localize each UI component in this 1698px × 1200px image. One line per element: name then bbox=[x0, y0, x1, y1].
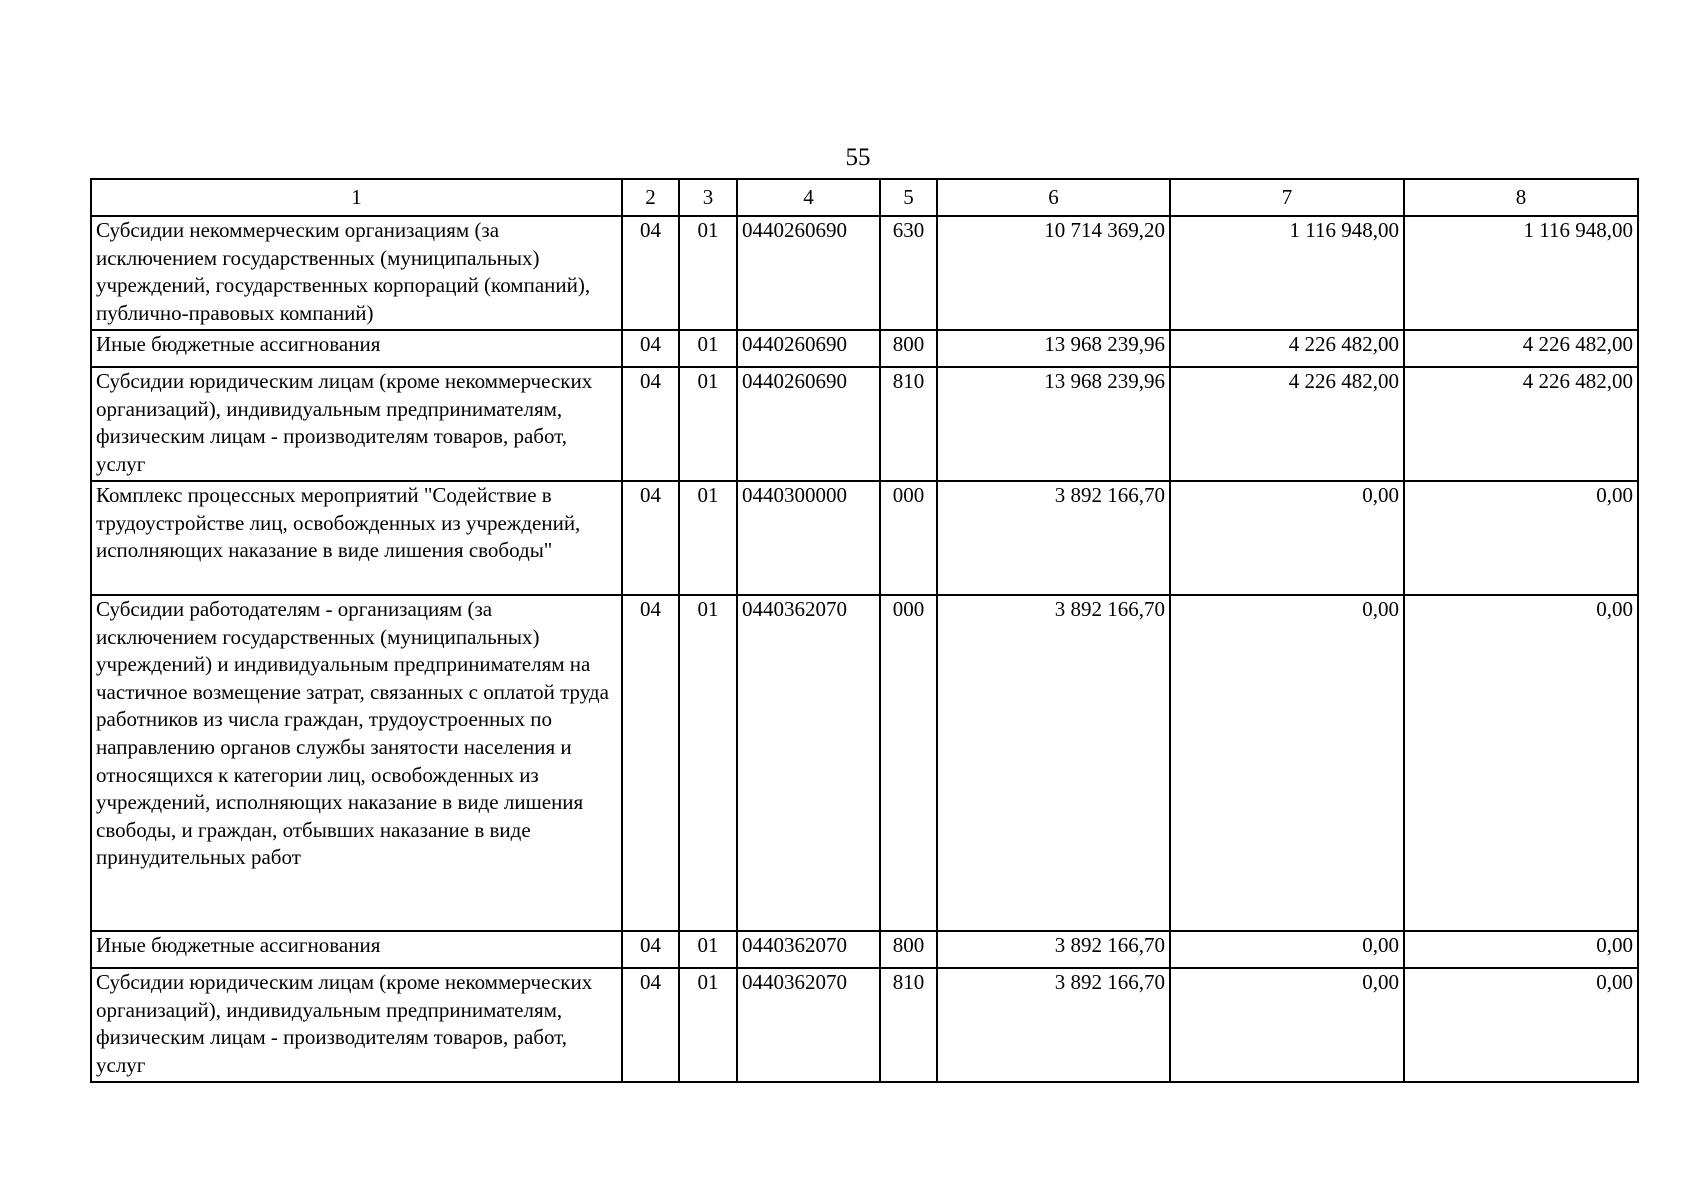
row-name: Субсидии некоммерческим организациям (за исключением государственных (муниципальных) учреждений, государственных корпораций (компаний), публично-правовых компаний) bbox=[91, 216, 622, 330]
row-subsection: 01 bbox=[679, 968, 737, 1082]
row-expense-type: 800 bbox=[880, 931, 937, 968]
row-expense-type: 630 bbox=[880, 216, 937, 330]
row-amount-8: 4 226 482,00 bbox=[1404, 330, 1638, 367]
table-row bbox=[91, 481, 1638, 595]
row-section: 04 bbox=[622, 330, 679, 367]
row-subsection: 01 bbox=[679, 330, 737, 367]
header-row bbox=[91, 179, 1638, 216]
row-target-article: 0440300000 bbox=[737, 481, 880, 595]
row-subsection: 01 bbox=[679, 595, 737, 931]
row-amount-7: 0,00 bbox=[1170, 481, 1404, 595]
row-name: Субсидии юридическим лицам (кроме некоммерческих организаций), индивидуальным предпринимателям, физическим лицам - производителям товаров, работ, услуг bbox=[91, 968, 622, 1082]
table-row bbox=[91, 216, 1638, 330]
row-section: 04 bbox=[622, 968, 679, 1082]
row-amount-6: 10 714 369,20 bbox=[937, 216, 1170, 330]
row-amount-8: 0,00 bbox=[1404, 968, 1638, 1082]
table-row bbox=[91, 931, 1638, 968]
row-amount-7: 0,00 bbox=[1170, 595, 1404, 931]
row-section: 04 bbox=[622, 931, 679, 968]
row-expense-type: 810 bbox=[880, 367, 937, 481]
row-name: Комплекс процессных мероприятий "Содействие в трудоустройстве лиц, освобожденных из учреждений, исполняющих наказание в виде лишения свободы" bbox=[91, 481, 622, 595]
row-amount-6: 13 968 239,96 bbox=[937, 330, 1170, 367]
row-amount-7: 0,00 bbox=[1170, 931, 1404, 968]
row-name: Субсидии юридическим лицам (кроме некоммерческих организаций), индивидуальным предпринимателям, физическим лицам - производителям товаров, работ, услуг bbox=[91, 367, 622, 481]
row-target-article: 0440362070 bbox=[737, 968, 880, 1082]
row-amount-8: 1 116 948,00 bbox=[1404, 216, 1638, 330]
row-section: 04 bbox=[622, 367, 679, 481]
row-expense-type: 000 bbox=[880, 595, 937, 931]
row-amount-6: 3 892 166,70 bbox=[937, 968, 1170, 1082]
header-col-5: 5 bbox=[880, 179, 937, 216]
row-amount-6: 3 892 166,70 bbox=[937, 481, 1170, 595]
row-section: 04 bbox=[622, 216, 679, 330]
row-target-article: 0440362070 bbox=[737, 931, 880, 968]
row-subsection: 01 bbox=[679, 931, 737, 968]
table-row bbox=[91, 367, 1638, 481]
row-target-article: 0440260690 bbox=[737, 330, 880, 367]
row-name: Иные бюджетные ассигнования bbox=[91, 330, 622, 367]
header-col-4: 4 bbox=[737, 179, 880, 216]
row-amount-8: 4 226 482,00 bbox=[1404, 367, 1638, 481]
header-col-1: 1 bbox=[91, 179, 622, 216]
row-name: Иные бюджетные ассигнования bbox=[91, 931, 622, 968]
page-number: 55 bbox=[845, 144, 871, 171]
row-amount-7: 4 226 482,00 bbox=[1170, 367, 1404, 481]
header-col-7: 7 bbox=[1170, 179, 1404, 216]
row-amount-6: 3 892 166,70 bbox=[937, 931, 1170, 968]
row-amount-7: 1 116 948,00 bbox=[1170, 216, 1404, 330]
row-amount-8: 0,00 bbox=[1404, 481, 1638, 595]
row-target-article: 0440260690 bbox=[737, 367, 880, 481]
row-amount-8: 0,00 bbox=[1404, 595, 1638, 931]
header-col-8: 8 bbox=[1404, 179, 1638, 216]
row-target-article: 0440260690 bbox=[737, 216, 880, 330]
row-expense-type: 800 bbox=[880, 330, 937, 367]
row-section: 04 bbox=[622, 595, 679, 931]
row-amount-7: 4 226 482,00 bbox=[1170, 330, 1404, 367]
row-amount-6: 13 968 239,96 bbox=[937, 367, 1170, 481]
row-expense-type: 810 bbox=[880, 968, 937, 1082]
table-row bbox=[91, 595, 1638, 931]
header-col-3: 3 bbox=[679, 179, 737, 216]
row-subsection: 01 bbox=[679, 216, 737, 330]
header-col-6: 6 bbox=[937, 179, 1170, 216]
row-section: 04 bbox=[622, 481, 679, 595]
row-amount-6: 3 892 166,70 bbox=[937, 595, 1170, 931]
row-subsection: 01 bbox=[679, 481, 737, 595]
row-amount-8: 0,00 bbox=[1404, 931, 1638, 968]
row-name: Субсидии работодателям - организациям (за исключением государственных (муниципальных) учреждений) и индивидуальным предпринимателям на частичное возмещение затрат, связанных с оплатой труда работников из числа граждан, трудоустроенных по направлению органов службы занятости населения и относящихся к категории лиц, освобожденных из учреждений, исполняющих наказание в виде лишения свободы, и граждан, отбывших наказание в виде принудительных работ bbox=[91, 595, 622, 931]
budget-table bbox=[90, 178, 1639, 1083]
row-target-article: 0440362070 bbox=[737, 595, 880, 931]
row-amount-7: 0,00 bbox=[1170, 968, 1404, 1082]
table-row bbox=[91, 330, 1638, 367]
row-expense-type: 000 bbox=[880, 481, 937, 595]
table-row bbox=[91, 968, 1638, 1082]
row-subsection: 01 bbox=[679, 367, 737, 481]
header-col-2: 2 bbox=[622, 179, 679, 216]
